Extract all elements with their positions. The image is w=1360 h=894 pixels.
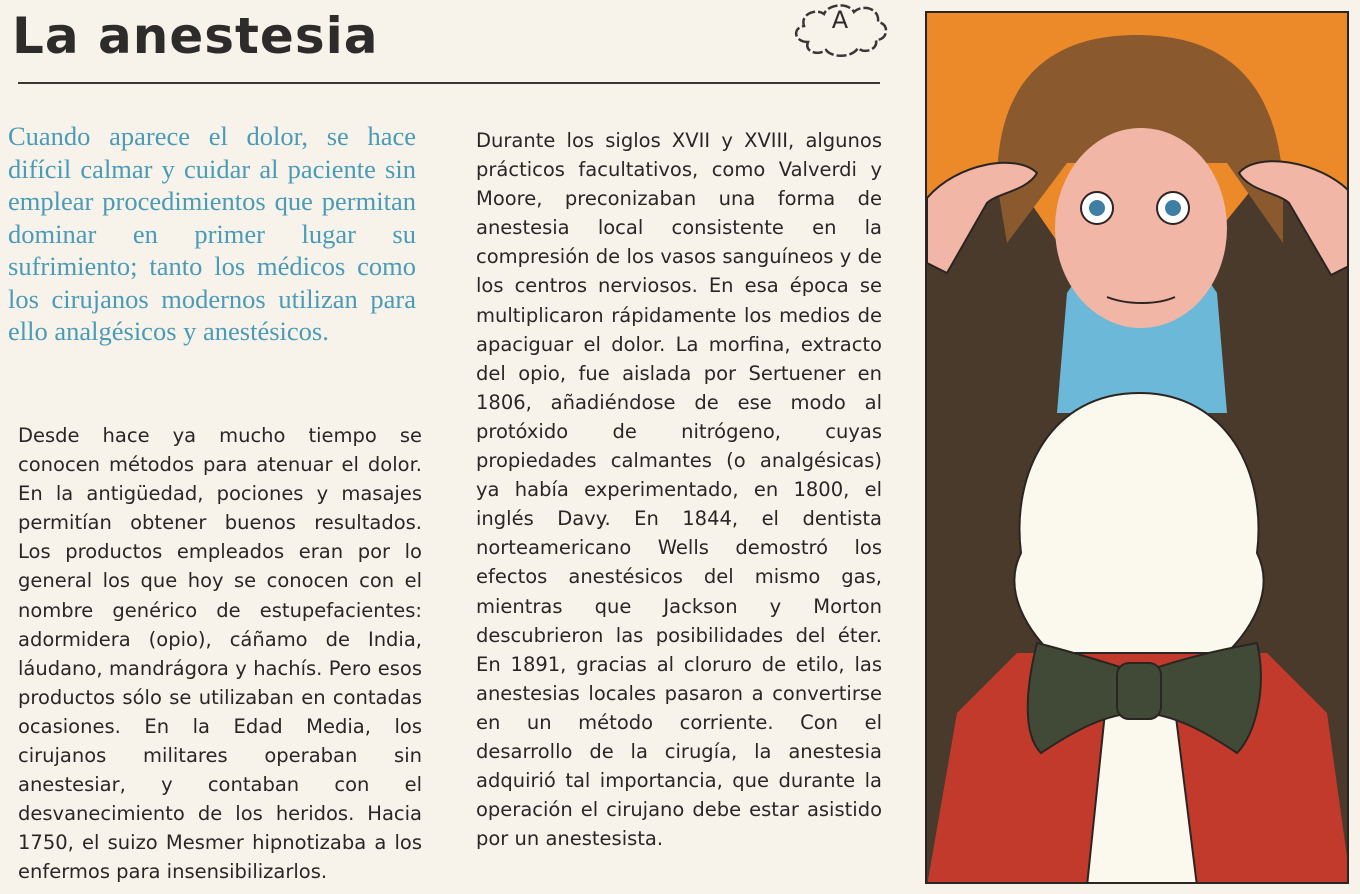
- body-column-2: Durante los siglos XVII y XVIII, algunos prácticos facultativos, como Valverdi y Moore, preconizaban una forma de anestesia local consistente en la compresión de los vasos sanguíneos y de los centros nerviosos. En esa época se multiplicaron rápidamente los medios de apaciguar el dolor. La morfina, extracto del opio, fue aislada por Sertuener en 1806, añadiéndose de ese modo al protóxido de nitrógeno, cuyas propiedades calmantes (o analgésicas) ya había experimentado, en 1800, el inglés Davy. En 1844, el dentista norteamericano Wells demostró los efectos anestésicos del mismo gas, mientras que Jackson y Morton descubrieron las posibilidades del éter. En 1891, gracias al cloruro de etilo, las anestesias locales pasaron a convertirse en un método corriente. Con el desarrollo de la cirugía, la anestesia adquirió tal importancia, que durante la operación el cirujano debe estar asistido por un anestesista.: [476, 129, 882, 851]
- illus-face: [1055, 128, 1227, 328]
- page-title: La anestesia: [12, 7, 379, 65]
- lead-paragraph: Cuando aparece el dolor, se hace difícil calmar y cuidar al paciente sin emplear procedimientos que permitan dominar en primer lugar su sufrimiento; tanto los médicos como los cirujanos modernos utilizan para ello analgésicos y anestésicos.: [8, 121, 416, 346]
- badge-letter: A: [831, 6, 849, 34]
- body-column-1: Desde hace ya mucho tiempo se conocen métodos para atenuar el dolor. En la antigüedad, pociones y masajes permitían obtener buenos resultados. Los productos empleados eran por lo general los que hoy se conocen con el nombre genérico de estupefacientes: adormidera (opio), cáñamo de India, láudano, mandrágora y hachís. Pero esos productos sólo se utilizaban en contadas ocasiones. En la Edad Media, los cirujanos militares operaban sin anestesiar, y contaban con el desvanecimiento de los heridos. Hacia 1750, el suizo Mesmer hipnotizaba a los enfermos para insensibilizarlos.: [18, 424, 422, 884]
- doctor-patient-illustration: [927, 13, 1349, 884]
- illus-patient-wig: [1014, 393, 1263, 653]
- title-divider: [18, 82, 880, 84]
- illustration-panel: [925, 11, 1349, 884]
- cloud-badge: [786, 0, 894, 64]
